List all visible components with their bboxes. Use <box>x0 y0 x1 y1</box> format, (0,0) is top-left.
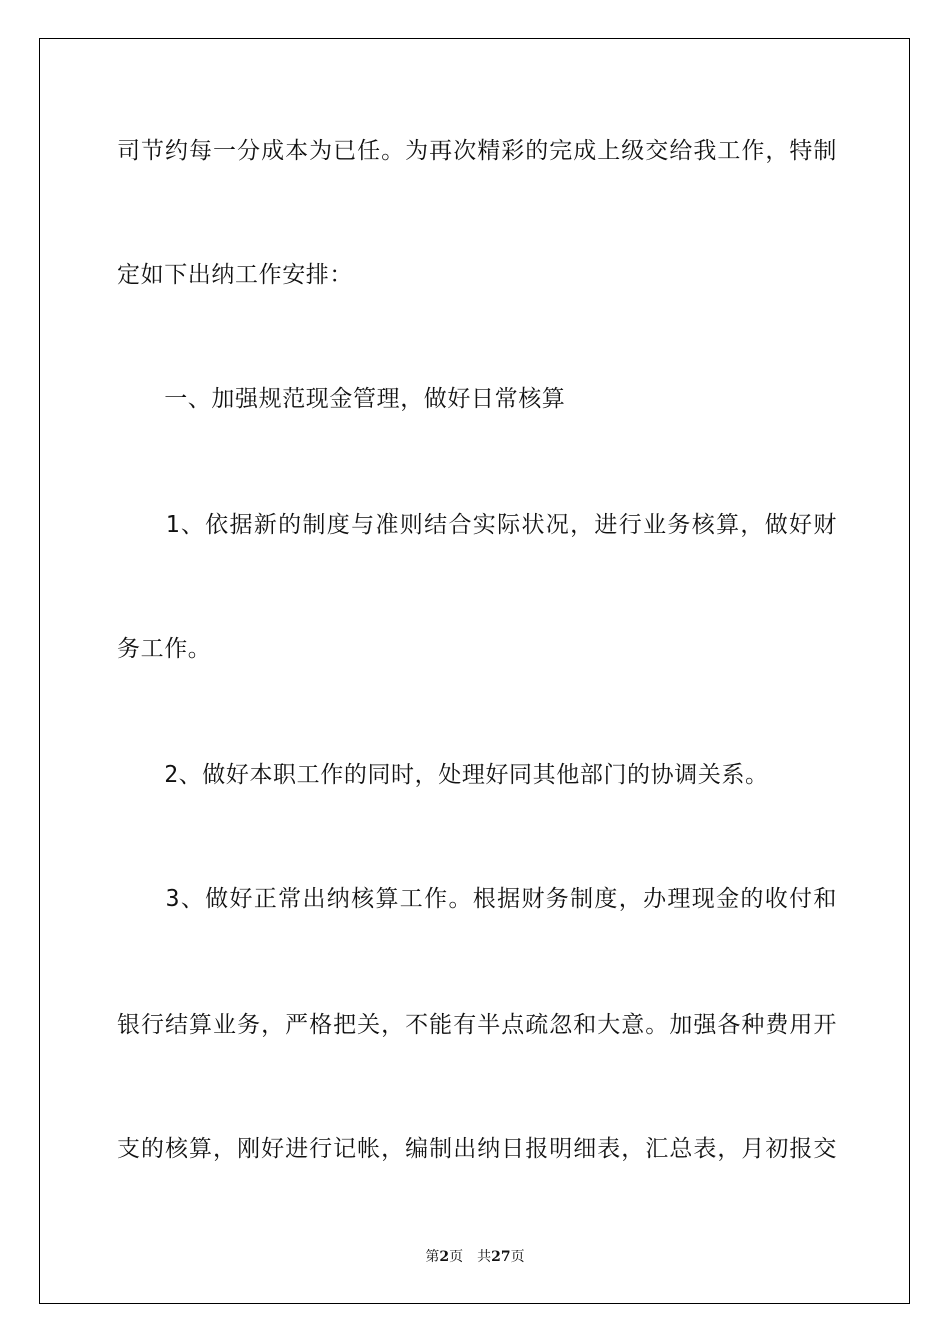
total-pages: 27 <box>491 1249 511 1265</box>
page-prefix: 第 <box>425 1249 440 1265</box>
body-line-8: 银行结算业务，严格把关，不能有半点疏忽和大意。加强各种费用开 <box>117 1012 837 1038</box>
body-line-2: 定如下出纳工作安排： <box>117 262 353 288</box>
body-line-6: 2、做好本职工作的同时，处理好同其他部门的协调关系。 <box>117 762 769 788</box>
page-number: 2 <box>439 1249 450 1265</box>
page-footer <box>0 1248 950 1266</box>
total-suffix: 页 <box>510 1249 525 1265</box>
body-line-1: 司节约每一分成本为已任。为再次精彩的完成上级交给我工作，特制 <box>117 138 837 164</box>
page-border <box>39 38 910 1304</box>
page-suffix: 页 <box>449 1249 464 1265</box>
body-line-5: 务工作。 <box>117 636 212 662</box>
body-line-9: 支的核算，刚好进行记帐，编制出纳日报明细表，汇总表，月初报交 <box>117 1136 837 1162</box>
section-heading-1: 一、加强规范现金管理，做好日常核算 <box>117 386 566 412</box>
body-line-7: 3、做好正常出纳核算工作。根据财务制度，办理现金的收付和 <box>117 886 837 912</box>
total-prefix: 共 <box>477 1249 492 1265</box>
body-line-4: 1、依据新的制度与准则结合实际状况，进行业务核算，做好财 <box>117 512 837 538</box>
